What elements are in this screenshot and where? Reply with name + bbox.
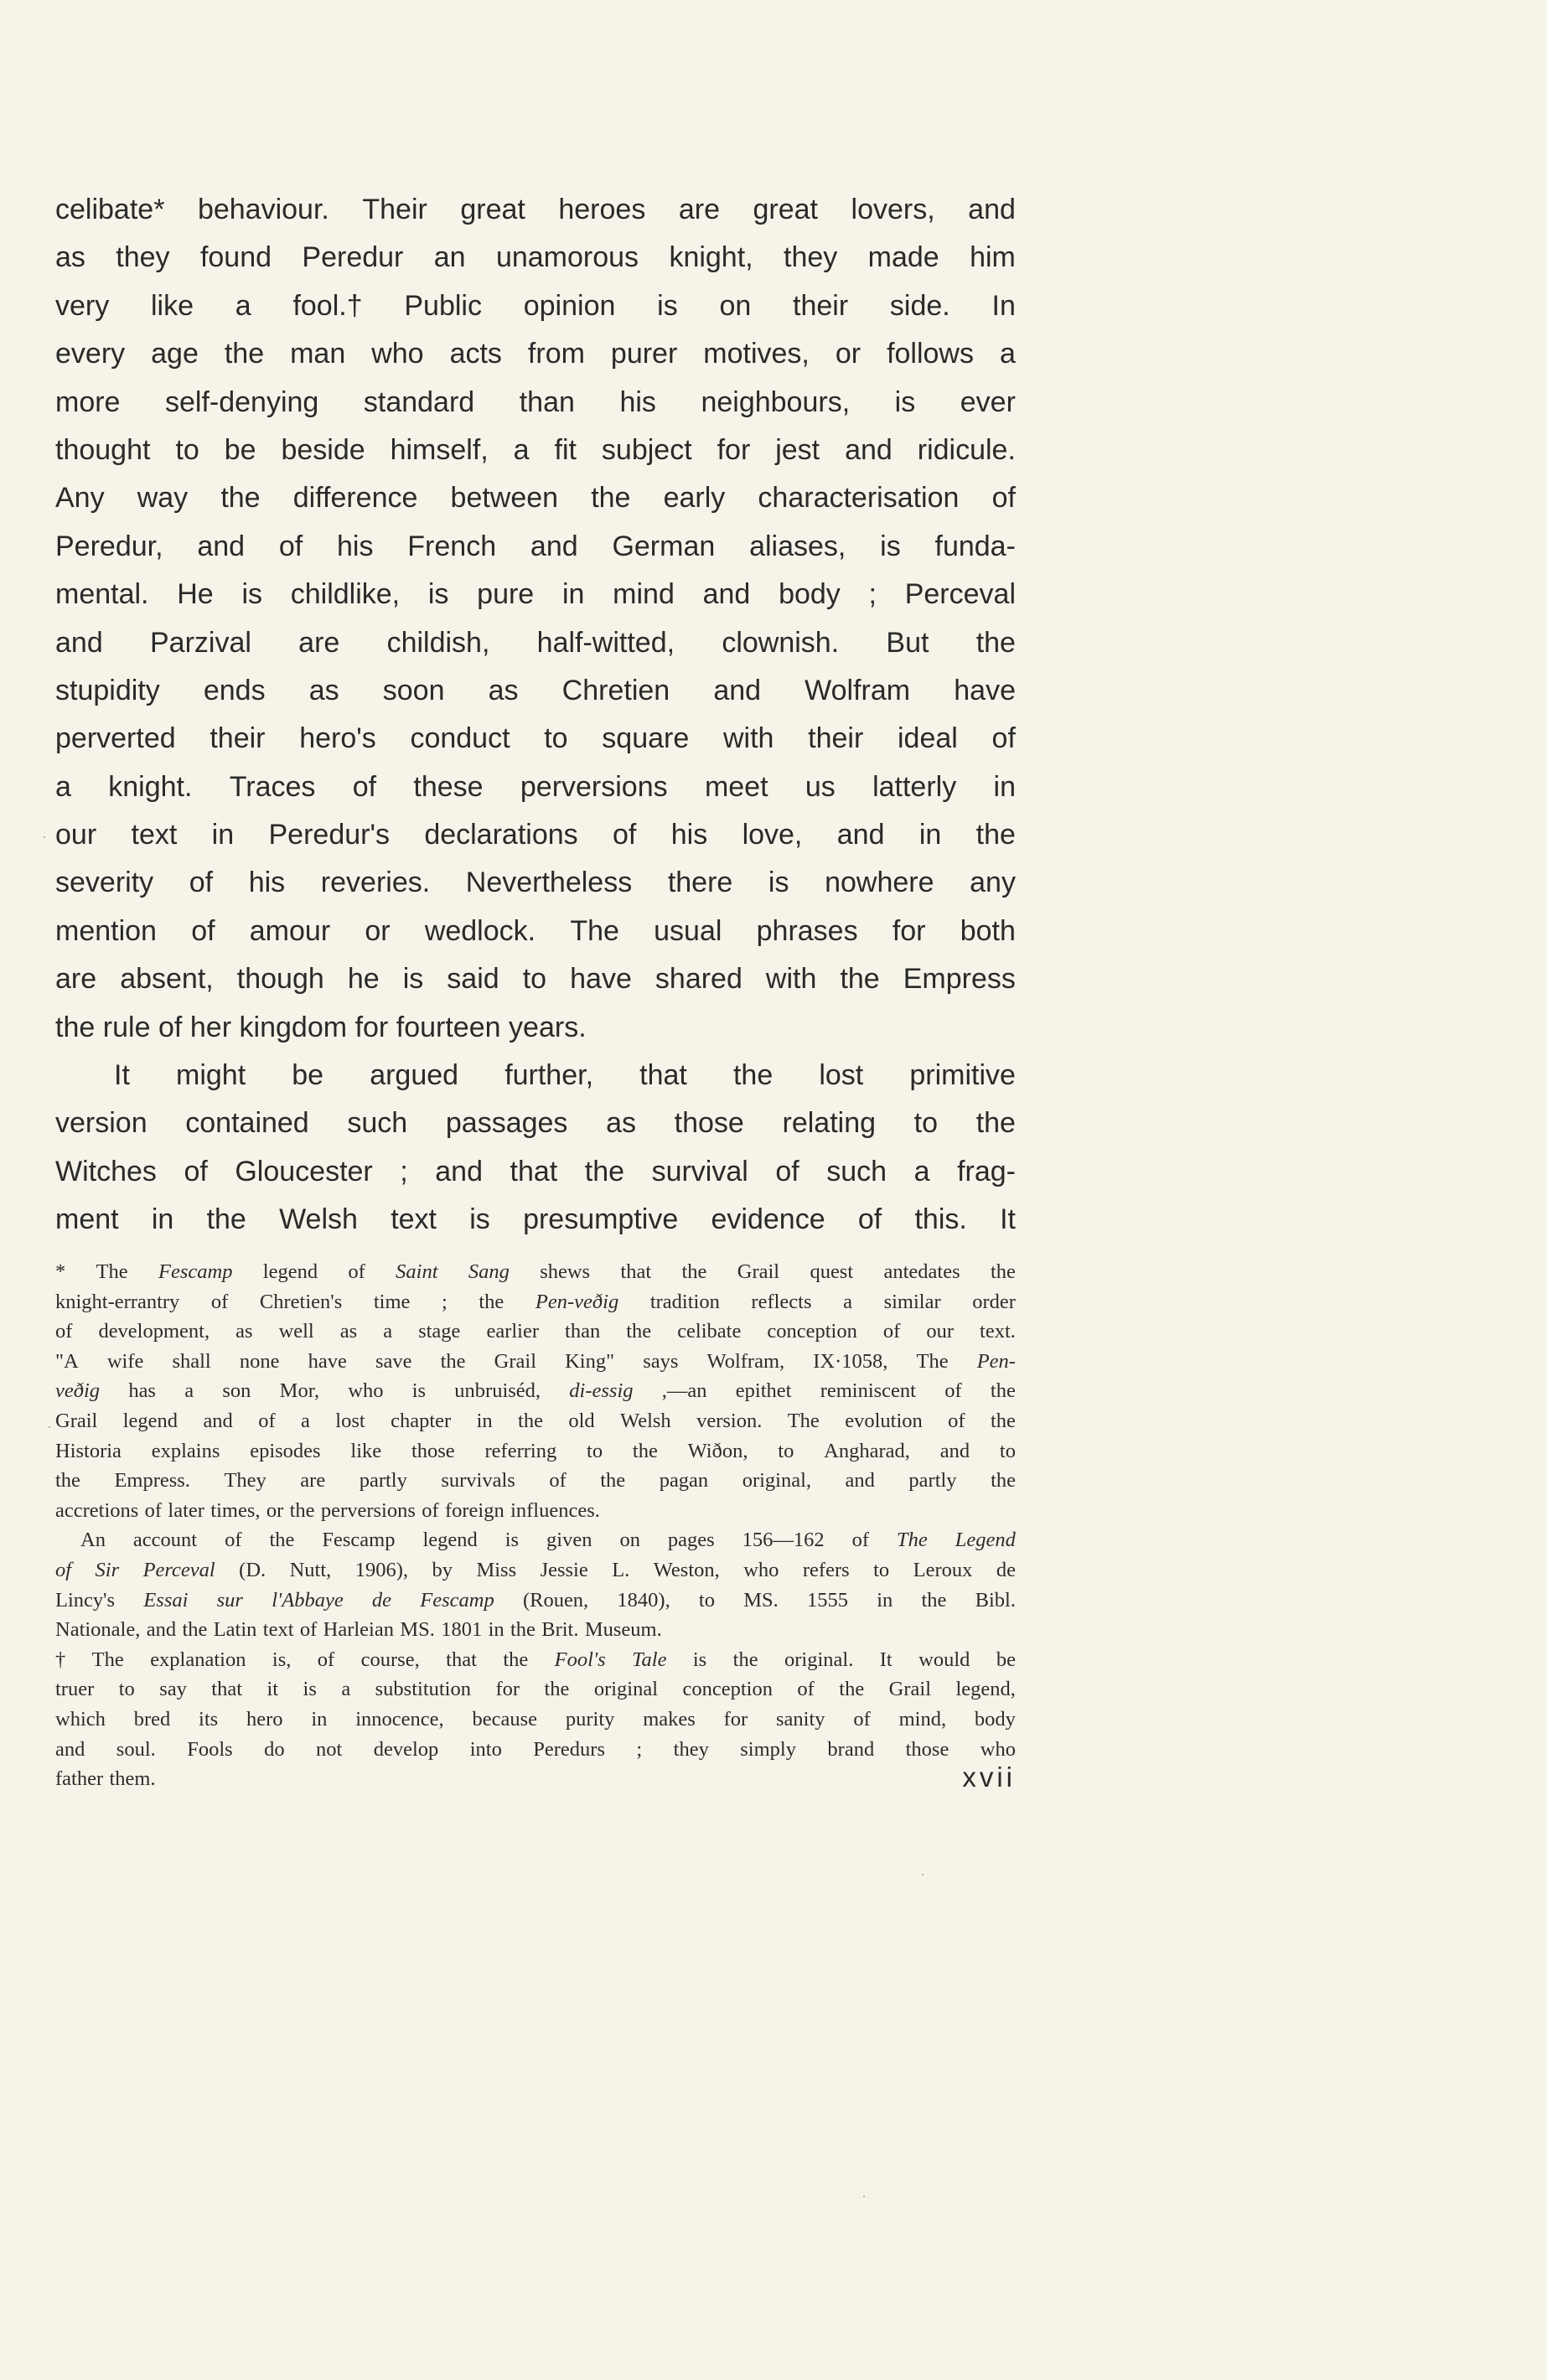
body-line: Witches of Gloucester ; and that the survival of such a frag-: [55, 1155, 1016, 1187]
body-line: celibate* behaviour. Their great heroes are great lovers, and: [55, 194, 1016, 225]
footnotes: [55, 1257, 1016, 1794]
body-line: thought to be beside himself, a fit subject for jest and ridicule.: [55, 433, 1016, 466]
body-line: are absent, though he is said to have shared with the Empress: [55, 963, 1016, 996]
body-line: perverted their hero's conduct to square with their ideal of: [55, 722, 1016, 755]
footnote-line: truer to say that it is a substitution for the original conception of the Grail legend,: [55, 1678, 1016, 1701]
body-line: severity of his reveries. Nevertheless there is nowhere any: [55, 867, 1016, 899]
body-line: and Parzival are childish, half-witted, clownish. But the: [55, 626, 1016, 659]
footnote-line: † The explanation is, of course, that the Fool's Tale is the original. It would be: [55, 1648, 1016, 1671]
body-line: Peredur, and of his French and German aliases, is funda-: [55, 530, 1016, 562]
body-line: our text in Peredur's declarations of his love, and in the: [55, 819, 1016, 851]
body-line: every age the man who acts from purer motives, or follows a: [55, 338, 1016, 370]
footnote-line: of Sir Perceval (D. Nutt, 1906), by Miss Jessie L. Weston, who refers to Leroux de: [55, 1558, 1016, 1581]
footnote-line: accretions of later times, or the perversions of foreign influences.: [55, 1498, 600, 1522]
body-line: the rule of her kingdom for fourteen years.: [55, 1011, 587, 1043]
body-line: mental. He is childlike, is pure in mind and body ; Perceval: [55, 578, 1016, 611]
footnote-line: Grail legend and of a lost chapter in the old Welsh version. The evolution of the: [55, 1409, 1016, 1432]
footnote-line: An account of the Fescamp legend is given on pages 156—162 of The Legend: [80, 1529, 1016, 1552]
footnote-line: father them.: [55, 1767, 156, 1791]
body-line: It might be argued further, that the lost primitive: [114, 1059, 1016, 1092]
paper-speck: [44, 836, 45, 838]
footnote-line: the Empress. They are partly survivals of the pagan original, and partly the: [55, 1469, 1016, 1493]
body-line: more self-denying standard than his neighbours, is ever: [55, 385, 1016, 418]
body-line: stupidity ends as soon as Chretien and Wolfram have: [55, 674, 1016, 706]
footnote-line: "A wife shall none have save the Grail King" says Wolfram, IX·1058, The Pen-: [55, 1349, 1016, 1373]
paper-speck: [49, 1426, 50, 1428]
body-line: version contained such passages as those relating to the: [55, 1107, 1016, 1140]
body-line: Any way the difference between the early characterisation of: [55, 482, 1016, 515]
footnote-line: knight-errantry of Chretien's time ; the Pen-veðig tradition reflects a similar order: [55, 1290, 1016, 1313]
body-line: as they found Peredur an unamorous knight, they made him: [55, 241, 1016, 274]
footnote-line: Lincy's Essai sur l'Abbaye de Fescamp (Rouen, 1840), to MS. 1555 in the Bibl.: [55, 1588, 1016, 1612]
footnote-line: and soul. Fools do not develop into Peredurs ; they simply brand those who: [55, 1737, 1016, 1761]
footnote-line: Nationale, and the Latin text of Harleian MS. 1801 in the Brit. Museum.: [55, 1618, 662, 1642]
body-line: very like a fool.† Public opinion is on their side. In: [55, 289, 1016, 322]
page-number: xvii: [962, 1762, 1016, 1793]
body-line: ment in the Welsh text is presumptive evidence of this. It: [55, 1203, 1016, 1236]
footnote-line: of development, as well as a stage earlier than the celibate conception of our text.: [55, 1320, 1016, 1343]
footnote-line: * The Fescamp legend of Saint Sang shews that the Grail quest antedates the: [55, 1260, 1016, 1283]
footnote-line: veðig has a son Mor, who is unbruiséd, di-essig ,—an epithet reminiscent of the: [55, 1379, 1016, 1403]
paper-speck: [922, 1874, 924, 1876]
footnote-line: Historia explains episodes like those referring to the Wiðon, to Angharad, and to: [55, 1439, 1016, 1462]
paper-speck: [863, 2196, 865, 2197]
body-line: a knight. Traces of these perversions meet us latterly in: [55, 770, 1016, 803]
footnote-line: which bred its hero in innocence, because purity makes for sanity of mind, body: [55, 1707, 1016, 1731]
body-line: mention of amour or wedlock. The usual phrases for both: [55, 914, 1016, 947]
body-text: [55, 186, 1016, 1244]
